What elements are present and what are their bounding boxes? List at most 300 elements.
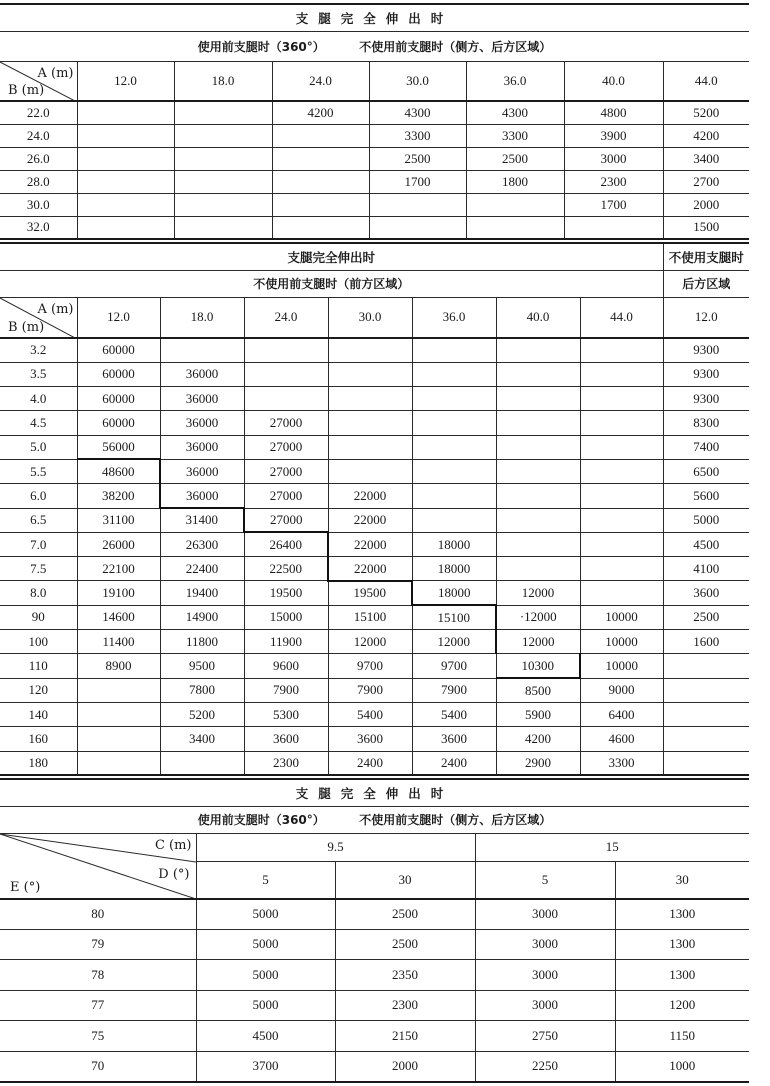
table-cell: 1300 — [615, 960, 749, 991]
table-cell: 2400 — [328, 751, 412, 775]
table-cell: 15100 — [412, 605, 496, 629]
table-cell: 1500 — [663, 216, 749, 239]
table1-title-text: 支腿完全伸出时 — [295, 10, 454, 26]
table-cell — [412, 338, 496, 362]
table-row — [0, 338, 749, 362]
table-cell: 5000 — [196, 990, 335, 1021]
row-label: 6.5 — [0, 508, 77, 532]
table-cell: 18000 — [412, 557, 496, 581]
table-cell: 9700 — [328, 654, 412, 678]
row-label: 32.0 — [0, 216, 77, 239]
table-cell: 1300 — [615, 899, 749, 930]
table-cell: 10000 — [580, 654, 663, 678]
table-cell: 3000 — [564, 147, 663, 170]
table-cell: 4300 — [466, 101, 564, 124]
table-cell: 2750 — [475, 1021, 615, 1052]
table-cell: 3600 — [244, 727, 328, 751]
row-label: 160 — [0, 727, 77, 751]
table3-subtitle-left: 使用前支腿时（360°） — [197, 813, 325, 827]
column-header: 24.0 — [272, 61, 369, 101]
rear-area-cell: 5000 — [663, 508, 749, 532]
table-cell: 36000 — [160, 387, 244, 411]
table-row — [0, 459, 749, 483]
table-cell — [580, 387, 663, 411]
table-cell — [77, 678, 160, 702]
table-cell — [496, 338, 580, 362]
row-label: 4.0 — [0, 387, 77, 411]
table-cell — [496, 387, 580, 411]
c-group-header: 15 — [475, 833, 749, 861]
load-table-360-side-rear — [0, 3, 749, 240]
table-cell: 2350 — [335, 960, 475, 991]
table-cell — [564, 216, 663, 239]
table-cell: 22000 — [328, 557, 412, 581]
table-cell — [174, 124, 272, 147]
table-cell: 3000 — [475, 960, 615, 991]
table-cell: 5200 — [663, 101, 749, 124]
rear-area-cell — [663, 727, 749, 751]
table-cell: 3900 — [564, 124, 663, 147]
table-cell: 3400 — [160, 727, 244, 751]
table-row — [0, 435, 749, 459]
row-label: 180 — [0, 751, 77, 775]
table-cell: 36000 — [160, 411, 244, 435]
table-cell: 11800 — [160, 630, 244, 654]
rear-area-cell: 2500 — [663, 605, 749, 629]
table-cell: 27000 — [244, 411, 328, 435]
corner-col-label: A (m) — [37, 301, 74, 317]
table-cell: 12000 — [412, 630, 496, 654]
row-label: 5.0 — [0, 435, 77, 459]
table-cell: 2700 — [663, 170, 749, 193]
table-cell: 26400 — [244, 532, 328, 556]
table-cell: 14600 — [77, 605, 160, 629]
row-label: 8.0 — [0, 581, 77, 605]
table-cell: 11900 — [244, 630, 328, 654]
table-cell: 2150 — [335, 1021, 475, 1052]
table-cell: 5200 — [160, 702, 244, 726]
table-cell: 9500 — [160, 654, 244, 678]
rear-area-cell: 8300 — [663, 411, 749, 435]
table-cell: 5000 — [196, 899, 335, 930]
load-table-front-area — [0, 242, 749, 776]
column-header: 36.0 — [412, 297, 496, 338]
table-cell: 31100 — [77, 508, 160, 532]
corner-col-label: A (m) — [37, 65, 74, 81]
row-label: 7.0 — [0, 532, 77, 556]
table-cell: 2900 — [496, 751, 580, 775]
row-label: 4.5 — [0, 411, 77, 435]
row-label: 24.0 — [0, 124, 77, 147]
table-cell — [77, 124, 174, 147]
column-header: 18.0 — [160, 297, 244, 338]
table-cell: 60000 — [77, 411, 160, 435]
table2-subtitle-right-text: 后方区域 — [682, 277, 731, 291]
table-cell: 2000 — [663, 193, 749, 216]
table-row — [0, 702, 749, 726]
row-label: 26.0 — [0, 147, 77, 170]
table-cell: 2500 — [466, 147, 564, 170]
table-cell: 9600 — [244, 654, 328, 678]
table2-subtitle — [0, 270, 663, 297]
table-cell: 38200 — [77, 484, 160, 508]
table-cell: 60000 — [77, 387, 160, 411]
table-cell: 4500 — [196, 1021, 335, 1052]
table-cell: 3300 — [466, 124, 564, 147]
table-row — [0, 101, 749, 124]
column-header: 30.0 — [328, 297, 412, 338]
column-header: 24.0 — [244, 297, 328, 338]
table-cell: 2500 — [335, 899, 475, 930]
table-cell: 1000 — [615, 1051, 749, 1082]
row-label: 28.0 — [0, 170, 77, 193]
table-row — [0, 508, 749, 532]
d-column-header: 5 — [196, 861, 335, 898]
table-cell: 6400 — [580, 702, 663, 726]
table-cell — [580, 435, 663, 459]
table3-subtitle-right: 不使用前支腿时（侧方、后方区域） — [359, 813, 552, 827]
table-cell: 7900 — [244, 678, 328, 702]
row-label: 90 — [0, 605, 77, 629]
table-cell: 12000 — [496, 581, 580, 605]
table-cell: 12000 — [328, 630, 412, 654]
table-cell: 5900 — [496, 702, 580, 726]
c-group-header: 9.5 — [196, 833, 475, 861]
table-cell: 3000 — [475, 899, 615, 930]
table-cell — [496, 362, 580, 386]
table-cell — [328, 387, 412, 411]
load-table-angle — [0, 778, 749, 1083]
table-row — [0, 557, 749, 581]
table-cell: 10000 — [580, 605, 663, 629]
rear-area-cell: 9300 — [663, 338, 749, 362]
rear-area-cell: 4100 — [663, 557, 749, 581]
table-cell — [580, 459, 663, 483]
rear-area-cell: 4500 — [663, 532, 749, 556]
table-cell: 10300 — [496, 654, 580, 678]
table-cell: 12000 — [496, 630, 580, 654]
row-label: 140 — [0, 702, 77, 726]
d-column-header: 30 — [335, 861, 475, 898]
table-cell — [77, 751, 160, 775]
table3-corner-cell — [0, 833, 196, 899]
column-header: 12.0 — [663, 297, 749, 338]
table-cell: 19500 — [244, 581, 328, 605]
table-cell: 22000 — [328, 508, 412, 532]
table2-header-row — [0, 297, 749, 338]
table-cell: 19500 — [328, 581, 412, 605]
row-label: 80 — [0, 899, 196, 930]
table-cell: 27000 — [244, 435, 328, 459]
table-cell: 15100 — [328, 605, 412, 629]
table-row — [0, 654, 749, 678]
row-label: 3.2 — [0, 338, 77, 362]
table-cell — [496, 532, 580, 556]
table-row — [0, 411, 749, 435]
table-cell — [496, 484, 580, 508]
table-cell: 2400 — [412, 751, 496, 775]
table-cell: 2250 — [475, 1051, 615, 1082]
table-cell: ·12000 — [496, 605, 580, 629]
column-header: 18.0 — [174, 61, 272, 101]
table-cell: 3600 — [412, 727, 496, 751]
table-cell: 18000 — [412, 581, 496, 605]
row-label: 100 — [0, 630, 77, 654]
table-row — [0, 484, 749, 508]
table-cell: 4800 — [564, 101, 663, 124]
table-cell: 22500 — [244, 557, 328, 581]
table-cell: 15000 — [244, 605, 328, 629]
rear-area-cell — [663, 678, 749, 702]
table-cell: 9000 — [580, 678, 663, 702]
row-label: 78 — [0, 960, 196, 991]
table-cell — [328, 338, 412, 362]
table-cell: 3700 — [196, 1051, 335, 1082]
d-column-header: 5 — [475, 861, 615, 898]
table-cell — [412, 508, 496, 532]
column-header: 44.0 — [580, 297, 663, 338]
rear-area-cell: 9300 — [663, 362, 749, 386]
table-cell — [328, 435, 412, 459]
rear-area-cell: 6500 — [663, 459, 749, 483]
table-cell — [244, 362, 328, 386]
table-cell: 31400 — [160, 508, 244, 532]
table-row — [0, 605, 749, 629]
table1-header-row — [0, 61, 749, 101]
table-cell — [580, 411, 663, 435]
row-label: 120 — [0, 678, 77, 702]
table-cell: 26300 — [160, 532, 244, 556]
table-cell: 22000 — [328, 532, 412, 556]
row-label: 75 — [0, 1021, 196, 1052]
table-cell: 2500 — [369, 147, 466, 170]
rear-area-cell — [663, 702, 749, 726]
corner-row-label: B (m) — [8, 320, 45, 335]
table-cell — [174, 193, 272, 216]
table-cell: 22000 — [328, 484, 412, 508]
table-cell — [244, 338, 328, 362]
table-cell: 1700 — [564, 193, 663, 216]
table-cell: 19400 — [160, 581, 244, 605]
column-header: 40.0 — [496, 297, 580, 338]
table-cell — [412, 387, 496, 411]
table-cell — [580, 557, 663, 581]
table-row — [0, 387, 749, 411]
table-cell: 2300 — [564, 170, 663, 193]
table-row — [0, 727, 749, 751]
table-cell — [412, 411, 496, 435]
corner-c-label: C (m) — [154, 837, 192, 853]
table-row — [0, 630, 749, 654]
row-label: 7.5 — [0, 557, 77, 581]
table-cell — [412, 362, 496, 386]
table1-subtitle-left: 使用前支腿时（360°） — [197, 39, 325, 54]
table-cell — [412, 459, 496, 483]
rear-area-cell: 1600 — [663, 630, 749, 654]
table-cell: 1200 — [615, 990, 749, 1021]
table-cell — [369, 216, 466, 239]
table-cell: 2000 — [335, 1051, 475, 1082]
table-row — [0, 124, 749, 147]
table-cell: 11400 — [77, 630, 160, 654]
table-cell: 1800 — [466, 170, 564, 193]
table1-subtitle-right: 不使用前支腿时（侧方、后方区域） — [359, 39, 552, 54]
table-cell: 5400 — [412, 702, 496, 726]
column-header: 36.0 — [466, 61, 564, 101]
table-cell — [272, 147, 369, 170]
table-cell — [328, 459, 412, 483]
table1-title — [0, 4, 749, 31]
table-cell: 1300 — [615, 929, 749, 960]
table-row — [0, 581, 749, 605]
table-cell: 36000 — [160, 484, 244, 508]
table-row — [0, 170, 749, 193]
row-label: 110 — [0, 654, 77, 678]
table-cell: 19100 — [77, 581, 160, 605]
table-cell: 3400 — [663, 147, 749, 170]
table-cell — [174, 170, 272, 193]
table-cell: 36000 — [160, 459, 244, 483]
column-header: 12.0 — [77, 61, 174, 101]
table-cell — [77, 702, 160, 726]
table-cell: 2300 — [244, 751, 328, 775]
table-cell — [77, 216, 174, 239]
table-cell — [174, 147, 272, 170]
row-label: 30.0 — [0, 193, 77, 216]
table-cell: 4200 — [272, 101, 369, 124]
table1-corner-cell — [0, 61, 77, 101]
table-cell: 3000 — [475, 990, 615, 1021]
table-cell — [580, 508, 663, 532]
table2-title-right-text: 不使用支腿时 — [668, 249, 744, 265]
table2-subtitle-text: 不使用前支腿时（前方区域） — [253, 277, 410, 291]
table-row — [0, 147, 749, 170]
column-header: 40.0 — [564, 61, 663, 101]
row-label: 5.5 — [0, 459, 77, 483]
table-cell: 5000 — [196, 929, 335, 960]
table-cell: 5400 — [328, 702, 412, 726]
table-cell — [580, 532, 663, 556]
table-row — [0, 1021, 749, 1052]
table-cell: 22100 — [77, 557, 160, 581]
table-cell: 3000 — [475, 929, 615, 960]
corner-d-label: D (°) — [158, 866, 190, 882]
rear-area-cell: 3600 — [663, 581, 749, 605]
table-cell — [77, 101, 174, 124]
table3-title — [0, 779, 749, 806]
table-row — [0, 216, 749, 239]
table-row — [0, 899, 749, 930]
table-cell — [160, 751, 244, 775]
table-cell — [580, 581, 663, 605]
table-cell — [412, 484, 496, 508]
rear-area-cell — [663, 654, 749, 678]
table-cell: 36000 — [160, 435, 244, 459]
table-row — [0, 929, 749, 960]
table-cell: 4200 — [663, 124, 749, 147]
table2-title — [0, 243, 663, 270]
table-cell — [580, 338, 663, 362]
table-cell — [272, 170, 369, 193]
table-cell: 27000 — [244, 484, 328, 508]
table2-title-text: 支腿完全伸出时 — [287, 249, 376, 265]
column-header: 12.0 — [77, 297, 160, 338]
table3-subtitle — [0, 806, 749, 833]
table-cell — [496, 411, 580, 435]
table-row — [0, 193, 749, 216]
table-cell: 2300 — [335, 990, 475, 1021]
table-cell: 1150 — [615, 1021, 749, 1052]
table3-title-text: 支腿完全伸出时 — [295, 785, 454, 801]
table-cell: 60000 — [77, 362, 160, 386]
table-cell — [244, 387, 328, 411]
table-cell — [77, 193, 174, 216]
column-header: 44.0 — [663, 61, 749, 101]
table-cell — [77, 727, 160, 751]
table-cell: 3300 — [369, 124, 466, 147]
table-cell — [328, 411, 412, 435]
table-cell — [369, 193, 466, 216]
table-cell: 5300 — [244, 702, 328, 726]
row-label: 77 — [0, 990, 196, 1021]
table-cell — [77, 170, 174, 193]
table-cell: 18000 — [412, 532, 496, 556]
table-cell — [272, 216, 369, 239]
table-cell: 4200 — [496, 727, 580, 751]
table-cell: 26000 — [77, 532, 160, 556]
corner-e-label: E (°) — [10, 879, 41, 895]
table-cell: 22400 — [160, 557, 244, 581]
table-cell — [77, 147, 174, 170]
d-column-header: 30 — [615, 861, 749, 898]
table2-title-right — [663, 243, 749, 270]
table-cell: 7800 — [160, 678, 244, 702]
table2-corner-cell — [0, 297, 77, 338]
table-cell: 1700 — [369, 170, 466, 193]
table-cell — [174, 216, 272, 239]
rear-area-cell: 7400 — [663, 435, 749, 459]
table-cell: 8900 — [77, 654, 160, 678]
table-cell — [496, 435, 580, 459]
table-cell — [174, 101, 272, 124]
table-cell: 27000 — [244, 459, 328, 483]
table-row — [0, 362, 749, 386]
table-cell: 8500 — [496, 678, 580, 702]
table-cell: 27000 — [244, 508, 328, 532]
table-cell — [496, 508, 580, 532]
table-cell: 14900 — [160, 605, 244, 629]
column-header: 30.0 — [369, 61, 466, 101]
row-label: 6.0 — [0, 484, 77, 508]
rear-area-cell — [663, 751, 749, 775]
table-cell — [580, 484, 663, 508]
table-row — [0, 960, 749, 991]
table-cell: 3300 — [580, 751, 663, 775]
corner-row-label: B (m) — [8, 83, 45, 98]
table-cell — [466, 193, 564, 216]
table-cell: 2500 — [335, 929, 475, 960]
table1-subtitle — [0, 31, 749, 61]
table-cell — [496, 557, 580, 581]
table-cell — [580, 362, 663, 386]
table-row — [0, 751, 749, 775]
table-cell — [272, 193, 369, 216]
row-label: 22.0 — [0, 101, 77, 124]
table-cell — [496, 459, 580, 483]
row-label: 70 — [0, 1051, 196, 1082]
table-cell: 7900 — [412, 678, 496, 702]
table2-subtitle-right — [663, 270, 749, 297]
